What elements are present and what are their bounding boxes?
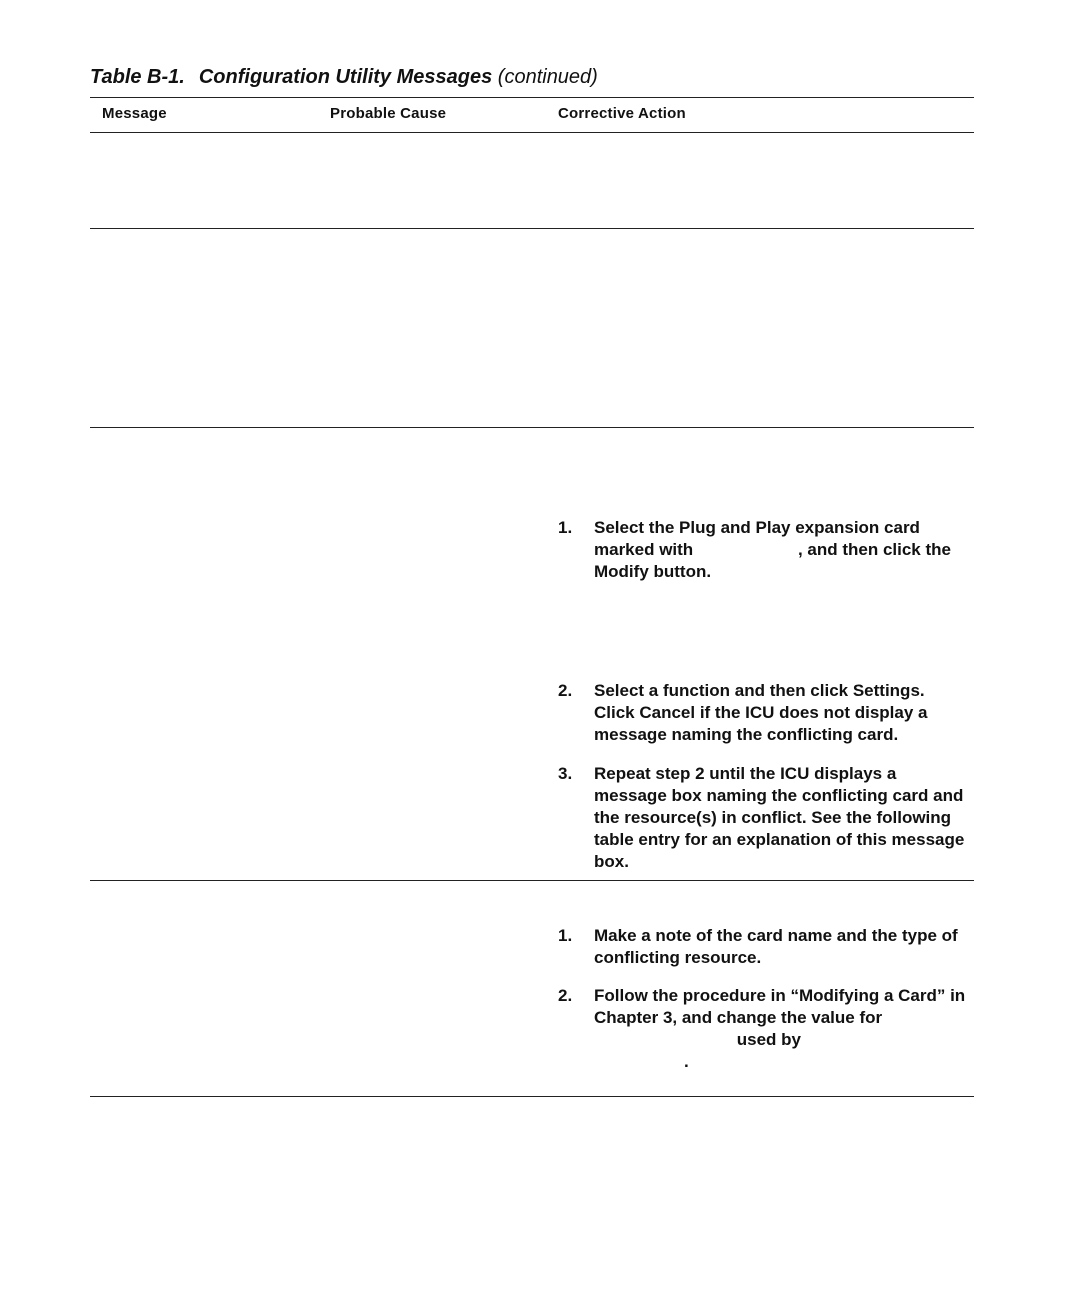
corrective-step bbox=[558, 680, 968, 746]
row-divider bbox=[90, 427, 974, 428]
header-bottom-rule bbox=[90, 132, 974, 133]
step-number: 1. bbox=[558, 518, 573, 537]
step-number: 2. bbox=[558, 681, 573, 700]
step-text: Make a note of the card name and the type of conflicting resource. bbox=[594, 926, 958, 967]
column-header-corrective-action: Corrective Action bbox=[558, 105, 686, 122]
column-header-probable-cause: Probable Cause bbox=[330, 105, 447, 122]
step-number: 3. bbox=[558, 764, 573, 783]
step-text: Follow the procedure in “Modifying a Card” in Chapter 3, and change the value for used by . bbox=[594, 986, 966, 1071]
column-header-message: Message bbox=[102, 105, 167, 122]
corrective-step bbox=[558, 985, 968, 1073]
table-title: Configuration Utility Messages bbox=[198, 66, 493, 88]
table-bottom-rule bbox=[90, 1096, 974, 1097]
table-caption bbox=[90, 66, 598, 89]
corrective-step bbox=[558, 763, 968, 873]
step-text: Select the Plug and Play expansion card marked with , and then click the Modify button. bbox=[594, 518, 951, 581]
corrective-step bbox=[558, 517, 968, 583]
corrective-step bbox=[558, 925, 968, 969]
row-divider bbox=[90, 228, 974, 229]
step-text: Select a function and then click Settings. Click Cancel if the ICU does not display a message naming the conflicting card. bbox=[594, 681, 928, 744]
table-top-rule bbox=[90, 97, 974, 98]
step-text: Repeat step 2 until the ICU displays a message box naming the conflicting card and the resource(s) in conflict. See the following table entry for an explanation of this message box. bbox=[594, 764, 965, 871]
table-continued-note: (continued) bbox=[497, 66, 598, 88]
table-number: Table B-1. bbox=[90, 66, 185, 88]
row-divider bbox=[90, 880, 974, 881]
step-number: 1. bbox=[558, 926, 573, 945]
step-number: 2. bbox=[558, 986, 573, 1005]
